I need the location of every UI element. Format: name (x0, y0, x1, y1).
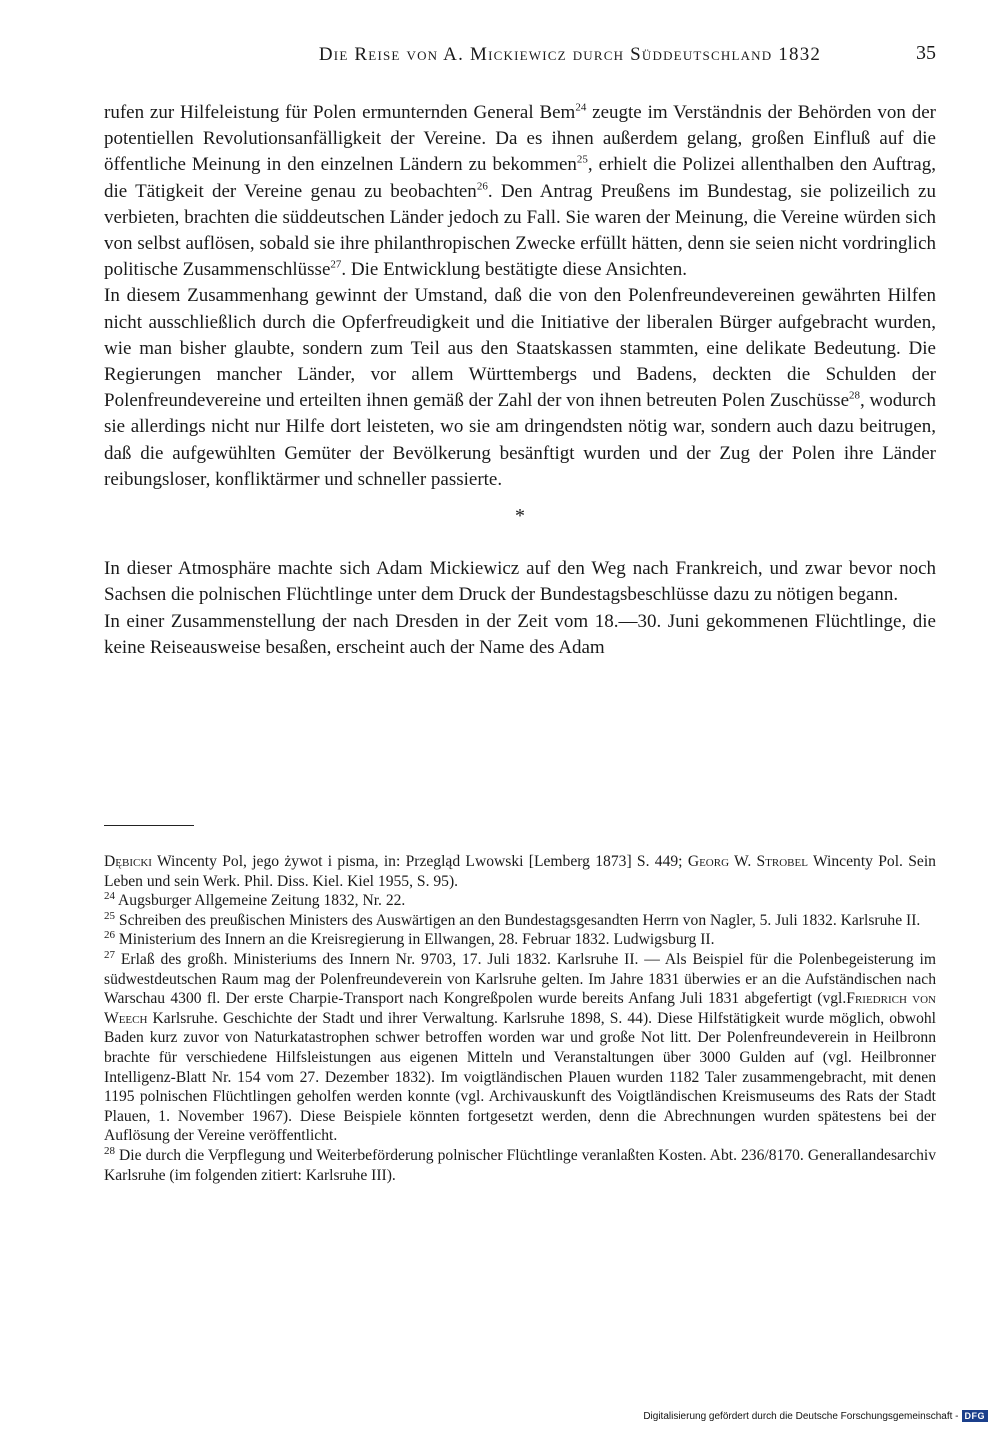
footnote-continuation (104, 852, 936, 891)
text-run: Wincenty Pol, jego żywot i pisma, in: Przegląd Lwowski [Lemberg 1873] S. 449; (151, 853, 683, 870)
footnote-number: 24 (104, 890, 115, 902)
paragraph-4: In einer Zusammenstellung der nach Dresden in der Zeit vom 18.—30. Juni gekommenen Flüchtlinge, die keine Reiseausweise besaßen, erscheint auch der Name des Adam (104, 610, 936, 658)
text-run: , wodurch sie allerdings nicht nur Hilfe dort leisteten, wo sie am dringendsten nötig war, sondern auch dazu beitrugen, daß die aufgewühlten Gemüter der Bevölkerung besänftigt wurden und der Zug der Polen ihre Länder reibungsloser, konfliktärmer und schneller passierte. (104, 390, 936, 490)
dfg-logo: DFG (962, 1410, 989, 1422)
footnote-number: 25 (104, 909, 115, 922)
text-run: Ministerium des Innern an die Kreisregierung in Ellwangen, 28. Februar 1832. Ludwigsburg II. (115, 931, 715, 949)
paragraph-2 (104, 283, 936, 493)
paragraph-3: In dieser Atmosphäre machte sich Adam Mickiewicz auf den Weg nach Frankreich, und zwar bevor noch Sachsen die polnischen Flüchtlinge unter dem Druck der Bundestagsbeschlüsse dazu zu nötigen begann. (104, 558, 936, 606)
main-text (104, 100, 936, 661)
text-run: Erlaß des großh. Ministeriums des Innern Nr. 9703, 17. Juli 1832. Karlsruhe II. — Als Beispiel für die Polenbegeisterung im südwestdeutschen Raum mag der Polenfreundeverein von Karlsruhe gelten. Im Jahre 1831 überwies er an die Aufständischen nach Warschau 4300 fl. Der erste Charpie-Transport nach Kongreßpolen wurde bereits Anfang Juli 1831 abgefertigt (vgl. (104, 950, 936, 1008)
footnote-25 (104, 911, 936, 931)
text-run: In diesem Zusammenhang gewinnt der Umstand, daß die von den Polenfreundevereinen gewährten Hilfen nicht ausschließlich durch die Opferfreudigkeit und die Initiative der liberalen Bürger aufgebracht wurden, wie man bisher glaubte, sondern zum Teil aus den Staatskassen stammten, eine delikate Bedeutung. Die Regierungen mancher Länder, vor allem Württembergs und Badens, deckten die Schulden der Polenfreundevereine und erteilten ihnen gemäß der Zahl der von ihnen betreuten Polen Zuschüsse (104, 285, 936, 412)
footnote-ref-24: 24 (575, 101, 587, 114)
author-name: Friedrich von Weech (104, 990, 936, 1027)
footnote-separator (104, 825, 194, 826)
footnote-number: 28 (104, 1144, 115, 1157)
section-divider: * (515, 505, 525, 528)
footnotes (104, 852, 936, 1185)
footnote-ref-28: 28 (849, 389, 860, 402)
credit-text: Digitalisierung gefördert durch die Deutsche Forschungsgemeinschaft - (643, 1410, 959, 1422)
paragraph-1 (104, 100, 936, 283)
footnote-number: 27 (104, 948, 115, 961)
author-name: Georg W. Strobel (687, 853, 808, 870)
text-run: Wincenty Pol. Sein Leben und sein Werk. Phil. Diss. Kiel. Kiel 1955, S. 95). (104, 853, 936, 890)
text-run: , erhielt die Polizei allenthalben den Auftrag, die Tätigkeit der Vereine genau zu beobachten (104, 154, 936, 202)
text-run: Augsburger Allgemeine Zeitung 1832, Nr. 22. (115, 892, 406, 910)
text-run: . Den Antrag Preußens im Bundestag, sie polizeilich zu verbieten, brachten die süddeutschen Länder jedoch zu Fall. Sie waren der Meinung, die Vereine würden sich von selbst auflösen, sobald sie ihre philanthropischen Zwecke erfüllt hätten, denn sie seien nicht vordringlich politische Zusammenschlüsse (104, 180, 936, 281)
footnote-number: 26 (104, 929, 115, 942)
digitization-credit (643, 1410, 988, 1422)
footnote-ref-26: 26 (476, 180, 488, 193)
text-run: Die durch die Verpflegung und Weiterbeförderung polnischer Flüchtlinge veranlaßten Kosten. Abt. 236/8170. Generallandesarchiv Karlsruhe (im folgenden zitiert: Karlsruhe III). (104, 1146, 936, 1184)
footnote-28 (104, 1146, 936, 1185)
running-title: Die Reise von A. Mickiewicz durch Süddeutschland 1832 (318, 44, 822, 65)
page-number: 35 (916, 42, 936, 64)
footnote-ref-25: 25 (576, 154, 588, 167)
text-run: Schreiben des preußischen Ministers des Auswärtigen an den Bundestagsgesandten Herrn von Nagler, 5. Juli 1832. Karlsruhe II. (115, 911, 921, 929)
text-run: Karlsruhe. Geschichte der Stadt und ihrer Verwaltung. Karlsruhe 1898, S. 44). Diese Hilfstätigkeit wurde möglich, obwohl Baden kurz zuvor von Naturkatastrophen schwer betroffen worden war und große Not litt. Der Polenfreundeverein in Heilbronn brachte für verschiedene Hilfsleistungen aus eigenen Mitteln und Veranstaltungen über 3000 Gulden auf (vgl. Heilbronner Intelligenz-Blatt Nr. 154 vom 27. Dezember 1832). Im voigtländischen Plauen wurden 1182 Taler zusammengebracht, mit denen 1195 polnischen Flüchtlingen geholfen werden konnte (vgl. Archivauskunft des Voigtländischen Kreismuseums des Rats der Stadt Plauen, 1. November 1967). Diese Beispiele könnten fortgesetzt werden, denn die Abrechnungen wurden spätestens bei der Auflösung der Vereine veröffentlicht. (104, 1009, 936, 1145)
footnote-24 (104, 891, 936, 911)
footnote-ref-27: 27 (330, 258, 342, 271)
text-run: rufen zur Hilfeleistung für Polen ermunternden General Bem (104, 102, 576, 123)
footnote-27 (104, 950, 936, 1146)
text-run: . Die Entwicklung bestätigte diese Ansichten. (341, 259, 688, 281)
text-run: zeugte im Verständnis der Behörden von der potentiellen Revolutionsanfälligkeit der Vereine. Da es ihnen außerdem gelang, großen Einfluß auf die öffentliche Meinung in den einzelnen Ländern zu bekommen (104, 102, 936, 176)
author-name: Dębicki (104, 853, 152, 870)
footnote-26 (104, 930, 936, 950)
